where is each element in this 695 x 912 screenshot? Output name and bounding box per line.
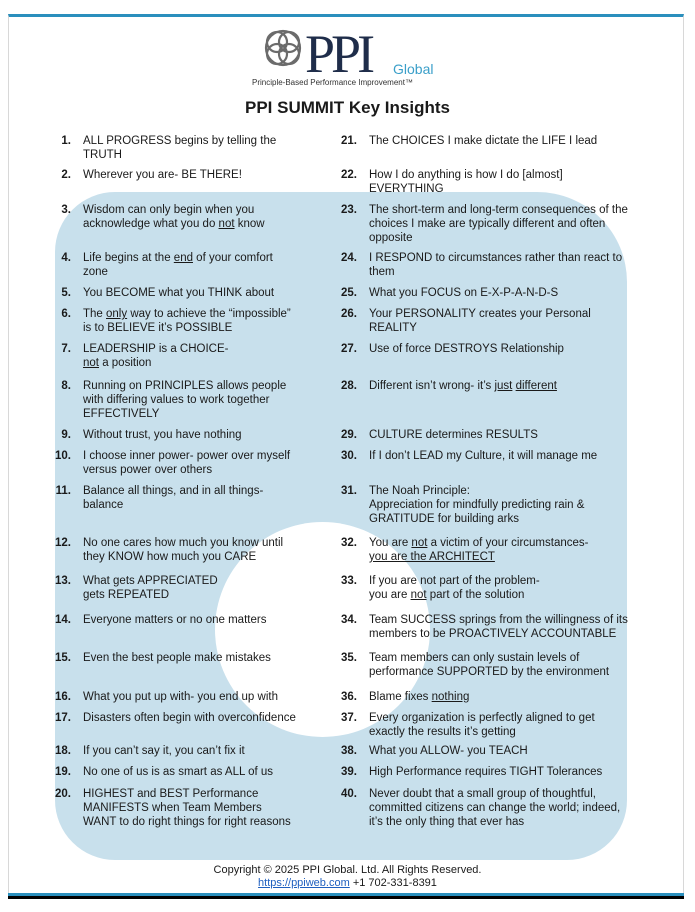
- insight-text: [369, 765, 659, 779]
- insight-text: [83, 744, 323, 758]
- insight-number: 21.: [341, 135, 357, 147]
- text-segment: Even the best people make mistakes: [83, 652, 271, 664]
- insight-number: 18.: [55, 745, 71, 757]
- website-link[interactable]: https://ppiweb.com: [258, 877, 350, 889]
- insight-text: [369, 484, 659, 526]
- text-segment: CULTURE determines RESULTS: [369, 429, 538, 441]
- insight-text: [369, 787, 659, 829]
- text-segment: Life begins at the: [83, 252, 174, 264]
- text-segment: Running on PRINCIPLES allows people with differing values to work together EFFECTIVELY: [83, 380, 287, 420]
- underlined-text: different: [515, 380, 557, 392]
- text-segment: What you ALLOW- you TEACH: [369, 745, 528, 757]
- insight-text: [83, 574, 323, 602]
- insight-text: [83, 651, 323, 665]
- insight-number: 40.: [341, 788, 357, 800]
- insight-text: [83, 251, 323, 279]
- insight-number: 16.: [55, 691, 71, 703]
- insight-text: [369, 574, 659, 602]
- insight-text: [369, 168, 659, 196]
- insight-number: 27.: [341, 343, 357, 355]
- insight-number: 14.: [55, 614, 71, 626]
- text-segment: of your comfort zone: [83, 252, 273, 278]
- insight-number: 38.: [341, 745, 357, 757]
- text-segment: The short-term and long-term consequences of the choices I make are typically different and often opposite: [369, 204, 628, 244]
- insight-number: 13.: [55, 575, 71, 587]
- insight-number: 5.: [61, 287, 71, 299]
- text-segment: What you FOCUS on E-X-P-A-N-D-S: [369, 287, 559, 299]
- text-segment: HIGHEST and BEST Performance MANIFESTS when Team Members WANT to do right things for right reasons: [83, 788, 291, 828]
- insight-number: 20.: [55, 788, 71, 800]
- insight-text: [369, 134, 659, 148]
- insight-number: 36.: [341, 691, 357, 703]
- page-title: PPI SUMMIT Key Insights: [245, 98, 450, 117]
- insight-text: [83, 613, 323, 627]
- insight-number: 25.: [341, 287, 357, 299]
- insight-text: [369, 203, 659, 245]
- text-segment: Blame fixes: [369, 691, 432, 703]
- underlined-text: nothing: [431, 691, 470, 703]
- underlined-text: not: [218, 218, 235, 230]
- insight-text: [83, 787, 323, 829]
- text-segment: LEADERSHIP is a CHOICE-: [83, 343, 229, 355]
- text-segment: What you put up with- you end up with: [83, 691, 278, 703]
- insight-number: 15.: [55, 652, 71, 664]
- text-segment: Your PERSONALITY creates your Personal REALITY: [369, 308, 591, 334]
- underlined-text: you are the ARCHITECT: [369, 551, 495, 563]
- insight-text: [83, 428, 323, 442]
- insight-number: 7.: [61, 343, 71, 355]
- insight-text: [83, 286, 323, 300]
- text-segment: The CHOICES I make dictate the LIFE I lead: [369, 135, 598, 147]
- text-segment: Wherever you are- BE THERE!: [83, 169, 242, 181]
- text-segment: know: [234, 218, 265, 230]
- underlined-text: not: [83, 357, 99, 369]
- insight-text: [83, 342, 323, 370]
- text-segment: If I don’t LEAD my Culture, it will manage me: [369, 450, 598, 462]
- text-segment: Different isn’t wrong- it’s: [369, 380, 495, 392]
- text-segment: I RESPOND to circumstances rather than react to them: [369, 252, 623, 278]
- svg-text:Global: Global: [393, 61, 434, 77]
- insight-number: 30.: [341, 450, 357, 462]
- text-segment: If you can’t say it, you can’t fix it: [83, 745, 245, 757]
- text-segment: Balance all things, and in all things- balance: [83, 485, 264, 511]
- text-segment: No one of us is as smart as ALL of us: [83, 766, 274, 778]
- text-segment: Without trust, you have nothing: [83, 429, 242, 441]
- text-segment: a victim of your circumstances-: [430, 537, 589, 549]
- insight-number: 4.: [61, 252, 71, 264]
- insight-text: [83, 134, 323, 162]
- text-segment: High Performance requires TIGHT Tolerances: [369, 766, 603, 778]
- insight-number: 22.: [341, 169, 357, 181]
- svg-text:PPI: PPI: [305, 24, 372, 82]
- insight-number: 12.: [55, 537, 71, 549]
- insight-text: [369, 449, 659, 463]
- text-segment: a position: [99, 357, 152, 369]
- insight-text: [369, 690, 659, 704]
- insight-number: 34.: [341, 614, 357, 626]
- text-segment: way to achieve the “impossible” is to BELIEVE it’s POSSIBLE: [83, 308, 291, 334]
- insight-number: 10.: [55, 450, 71, 462]
- insight-text: [83, 690, 323, 704]
- text-segment: Everyone matters or no one matters: [83, 614, 267, 626]
- insight-text: [83, 449, 323, 477]
- text-segment: The: [83, 308, 107, 320]
- insight-text: [83, 711, 323, 725]
- insight-number: 23.: [341, 204, 357, 216]
- insight-number: 28.: [341, 380, 357, 392]
- insight-number: 32.: [341, 537, 357, 549]
- text-segment: Disasters often begin with overconfidence: [83, 712, 296, 724]
- insight-number: 8.: [61, 380, 71, 392]
- insight-text: [369, 744, 659, 758]
- insight-number: 29.: [341, 429, 357, 441]
- insight-text: [369, 379, 659, 393]
- insight-text: [83, 307, 323, 335]
- insight-number: 26.: [341, 308, 357, 320]
- insight-number: 19.: [55, 766, 71, 778]
- insight-number: 33.: [341, 575, 357, 587]
- insight-text: [369, 428, 659, 442]
- insight-number: 31.: [341, 485, 357, 497]
- text-segment: If you are not part of the problem- you are: [369, 575, 540, 601]
- text-segment: Team members can only sustain levels of performance SUPPORTED by the environment: [369, 652, 610, 678]
- text-segment: The Noah Principle: Appreciation for mindfully predicting rain & GRATITUDE for building arks: [369, 485, 585, 525]
- insight-text: [369, 536, 659, 564]
- insight-number: 1.: [61, 135, 71, 147]
- insight-text: [83, 536, 323, 564]
- insight-text: [83, 379, 323, 421]
- insight-text: [83, 484, 323, 512]
- text-segment: Every organization is perfectly aligned to get exactly the results it’s getting: [369, 712, 595, 738]
- insight-text: [369, 613, 659, 641]
- insight-text: [369, 286, 659, 300]
- underlined-text: not: [410, 589, 427, 601]
- logo-tagline: Principle-Based Performance Improvement™: [252, 78, 413, 87]
- insight-text: [369, 711, 659, 739]
- insight-number: 11.: [55, 485, 71, 497]
- text-segment: Team SUCCESS springs from the willingness of its members to be PROACTIVELY ACCOUNTABLE: [369, 614, 628, 640]
- text-segment: Use of force DESTROYS Relationship: [369, 343, 564, 355]
- insight-text: [369, 251, 659, 279]
- insight-text: [369, 651, 659, 679]
- text-segment: You are: [369, 537, 412, 549]
- insight-number: 37.: [341, 712, 357, 724]
- insight-text: [369, 342, 659, 356]
- insight-number: 9.: [61, 429, 71, 441]
- insight-number: 17.: [55, 712, 71, 724]
- insight-number: 2.: [61, 169, 71, 181]
- text-segment: Never doubt that a small group of thoughtful, committed citizens can change the world; indeed, it’s the only thing that ever has: [369, 788, 621, 828]
- text-segment: I choose inner power- power over myself versus power over others: [83, 450, 291, 476]
- text-segment: No one cares how much you know until they KNOW how much you CARE: [83, 537, 284, 563]
- footer: [0, 864, 695, 890]
- insight-text: [83, 168, 323, 182]
- insight-text: [83, 203, 323, 231]
- phone-number: +1 702-331-8391: [349, 877, 437, 889]
- underlined-text: end: [173, 252, 193, 264]
- underlined-text: not: [411, 537, 428, 549]
- text-segment: How I do anything is how I do [almost] EVERYTHING: [369, 169, 563, 195]
- underlined-text: only: [106, 308, 128, 320]
- insight-text: [83, 765, 323, 779]
- underlined-text: just: [494, 380, 513, 392]
- insight-number: 35.: [341, 652, 357, 664]
- bottom-border: [8, 893, 684, 899]
- insight-number: 39.: [341, 766, 357, 778]
- text-segment: Wisdom can only begin when you acknowledge what you do: [83, 204, 255, 230]
- insight-number: 3.: [61, 204, 71, 216]
- insight-number: 24.: [341, 252, 357, 264]
- copyright-text: Copyright © 2025 PPI Global. Ltd. All Rights Reserved.: [213, 864, 482, 876]
- text-segment: What gets APPRECIATED gets REPEATED: [83, 575, 218, 601]
- rings-logo-icon: [266, 31, 300, 65]
- text-segment: You BECOME what you THINK about: [83, 287, 275, 299]
- text-segment: ALL PROGRESS begins by telling the TRUTH: [83, 135, 277, 161]
- insight-text: [369, 307, 659, 335]
- text-segment: part of the solution: [426, 589, 525, 601]
- insight-number: 6.: [61, 308, 71, 320]
